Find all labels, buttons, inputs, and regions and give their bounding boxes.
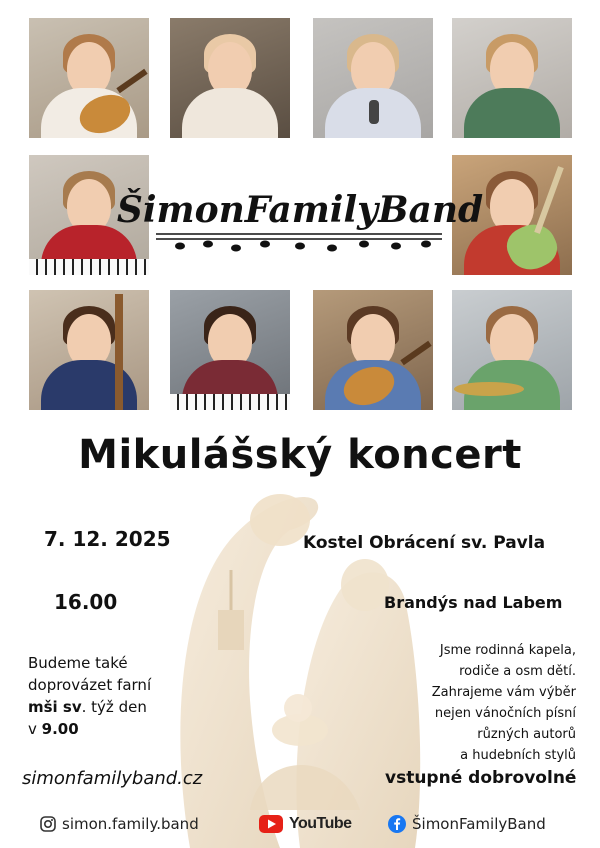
band-logo (116, 160, 484, 270)
youtube-link[interactable] (259, 812, 352, 836)
photo-boy-with-drums (452, 290, 572, 410)
photo-boy-with-guitar (452, 18, 572, 138)
mass-note-bold: mši sv (28, 698, 82, 716)
photo-father-with-guitar (313, 290, 433, 410)
youtube-icon (259, 815, 283, 833)
facebook-link[interactable] (388, 812, 546, 836)
mass-note-line (28, 696, 151, 718)
band-description (398, 640, 576, 766)
mass-note-line: doprovázet farní (28, 676, 152, 694)
admission-note: vstupné dobrovolné (385, 768, 577, 788)
description-line: Jsme rodinná kapela, (439, 643, 576, 658)
photo-girl-with-guitar (29, 18, 149, 138)
mass-note-rest: . týž den (81, 698, 147, 716)
facebook-icon (388, 815, 406, 833)
photo-boy-with-microphone (313, 18, 433, 138)
mass-note-line: Budeme také (28, 654, 128, 672)
concert-title: Mikulášský koncert (78, 432, 522, 478)
photo-baby (170, 18, 290, 138)
description-line: Zahrajeme vám výběr (431, 685, 576, 700)
description-line: různých autorů (477, 727, 576, 742)
mass-note-line (28, 718, 151, 740)
mass-time: 9.00 (41, 720, 79, 738)
event-time: 16.00 (54, 590, 118, 614)
event-venue: Kostel Obrácení sv. Pavla (303, 533, 546, 553)
instagram-icon (40, 816, 56, 832)
instagram-link[interactable] (40, 812, 199, 836)
instagram-handle: simon.family.band (62, 815, 199, 833)
mass-note-prefix: v (28, 720, 42, 738)
description-line: rodiče a osm dětí. (459, 664, 576, 679)
event-town: Brandýs nad Labem (384, 593, 563, 612)
photo-mother-with-keyboard (170, 290, 290, 410)
photo-girl-with-harp (29, 290, 149, 410)
description-line: a hudebních stylů (460, 748, 576, 763)
youtube-label: YouTube (289, 815, 352, 832)
facebook-page: ŠimonFamilyBand (412, 815, 546, 833)
band-logo-text: ŠimonFamilyBand (116, 189, 484, 231)
description-line: nejen vánočních písní (434, 706, 576, 721)
mass-note (28, 652, 151, 740)
website-link[interactable]: simonfamilyband.cz (22, 768, 203, 789)
event-date: 7. 12. 2025 (44, 527, 171, 551)
